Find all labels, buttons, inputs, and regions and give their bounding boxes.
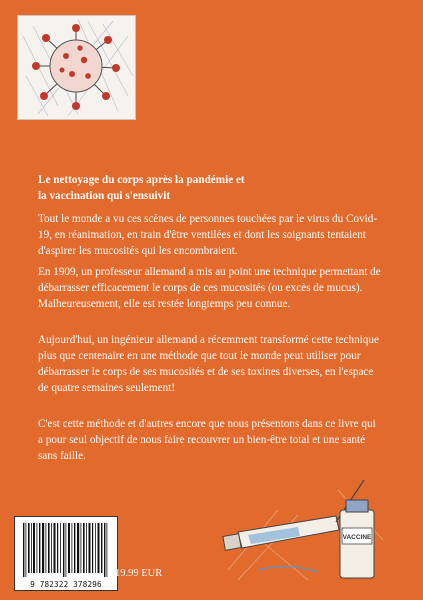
coronavirus-icon — [18, 16, 135, 119]
paragraph-covid-scenes: Tout le monde a vu ces scènes de personnes touchées par le virus du Covid-19, en réanimation, en train d'être ventilées et dont les soignants tentaient d'aspirer les mucosités qui les encombraient. — [38, 213, 378, 257]
syringe-icon — [218, 470, 388, 585]
isbn-barcode — [14, 516, 118, 591]
isbn-number: 9 782322 378296 — [30, 580, 102, 589]
paragraph-1909-technique: En 1909, un professeur allemand a mis au point une technique permettant de débarrasser efficacement le corps de ces mucosités (ou excès de mucus). Malheureusement, elle est restée longtemps peu connue. — [38, 266, 381, 310]
cover-headline — [38, 172, 368, 204]
vaccine-vial-label: VACCINE — [342, 534, 372, 541]
barcode-icon — [15, 517, 117, 579]
paragraph-modern-method: Aujourd'hui, un ingénieur allemand a récemment transformé cette technique plus que centenaire en une méthode que tout le monde peut utiliser pour débarrasser le corps de ses mucosités et de ses toxines diverses, en l'espace de quatre semaines seulement! — [38, 334, 379, 394]
headline-line-2: la vaccination qui s'ensuivit — [38, 190, 171, 202]
headline-line-1: Le nettoyage du corps après la pandémie et — [38, 174, 245, 186]
paragraph-book-objective: C'est cette méthode et d'autres encore que nous présentons dans ce livre qui a pour seul objectif de nous faire recouvrer un bien-être total et une santé sans faille. — [38, 418, 376, 462]
virus-illustration — [17, 15, 136, 120]
vaccine-illustration — [218, 470, 388, 585]
price-label: 19.99 EUR — [115, 568, 163, 579]
